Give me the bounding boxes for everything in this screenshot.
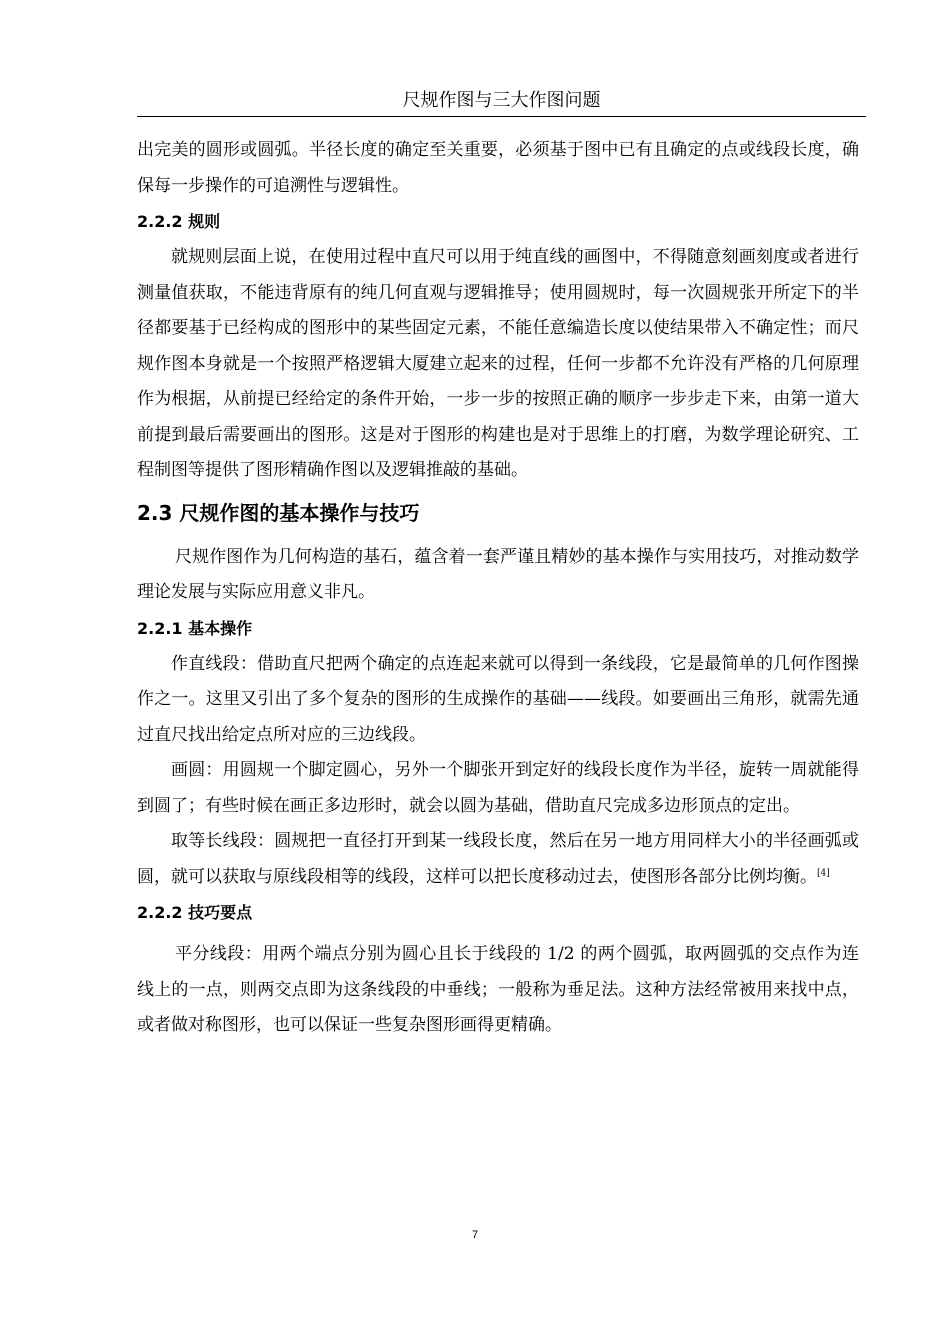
page-number: 7 bbox=[471, 1229, 479, 1241]
header-rule bbox=[137, 116, 866, 117]
paragraph-equal-segment bbox=[137, 824, 859, 895]
citation-marker: [4] bbox=[817, 867, 830, 878]
page-body bbox=[137, 133, 859, 1044]
subheading-rules: 2.2.2 规则 bbox=[137, 212, 221, 231]
paragraph-intro: 出完美的圆形或圆弧。半径长度的确定至关重要，必须基于图中已有且确定的点或线段长度，确保每一步操作的可追溯性与逻辑性。 bbox=[137, 140, 859, 196]
subheading-tips: 2.2.2 技巧要点 bbox=[137, 903, 253, 922]
paragraph-rules: 就规则层面上说，在使用过程中直尺可以用于纯直线的画图中，不得随意刻画刻度或者进行测量值获取，不能违背原有的纯几何直观与逻辑推导；使用圆规时，每一次圆规张开所定下的半径都要基于已经构成的图形中的某些固定元素，不能任意编造长度以使结果带入不确定性；而尺规作图本身就是一个按照严格逻辑大厦建立起来的过程，任何一步都不允许没有严格的几何原理作为根据，从前提已经给定的条件开始，一步一步的按照正确的顺序一步步走下来，由第一道大前提到最后需要画出的图形。这是对于图形的构建也是对于思维上的打磨，为数学理论研究、工程制图等提供了图形精确作图以及逻辑推敲的基础。 bbox=[137, 247, 859, 480]
running-header: 尺规作图与三大作图问题 bbox=[402, 90, 601, 111]
section-heading: 2.3 尺规作图的基本操作与技巧 bbox=[137, 500, 420, 525]
paragraph-bisect: 平分线段：用两个端点分别为圆心且长于线段的 1/2 的两个圆弧，取两圆弧的交点作为连线上的一点，则两交点即为这条线段的中垂线；一般称为垂足法。这种方法经常被用来找中点，或者做对称图形，也可以保证一些复杂图形画得更精确。 bbox=[137, 944, 859, 1035]
equal-segment-text: 取等长线段：圆规把一直径打开到某一线段长度，然后在另一地方用同样大小的半径画弧或圆，就可以获取与原线段相等的线段，这样可以把长度移动过去，使图形各部分比例均衡。 bbox=[137, 831, 859, 887]
paragraph-draw-line: 作直线段：借助直尺把两个确定的点连起来就可以得到一条线段，它是最简单的几何作图操作之一。这里又引出了多个复杂的图形的生成操作的基础——线段。如要画出三角形，就需先通过直尺找出给定点所对应的三边线段。 bbox=[137, 653, 859, 745]
paragraph-draw-circle: 画圆：用圆规一个脚定圆心，另外一个脚张开到定好的线段长度作为半径，旋转一周就能得到圆了；有些时候在画正多边形时，就会以圆为基础，借助直尺完成多边形顶点的定出。 bbox=[137, 760, 859, 816]
paragraph-section-intro: 尺规作图作为几何构造的基石，蕴含着一套严谨且精妙的基本操作与实用技巧，对推动数学理论发展与实际应用意义非凡。 bbox=[137, 546, 859, 602]
subheading-basic-operations: 2.2.1 基本操作 bbox=[137, 618, 253, 638]
